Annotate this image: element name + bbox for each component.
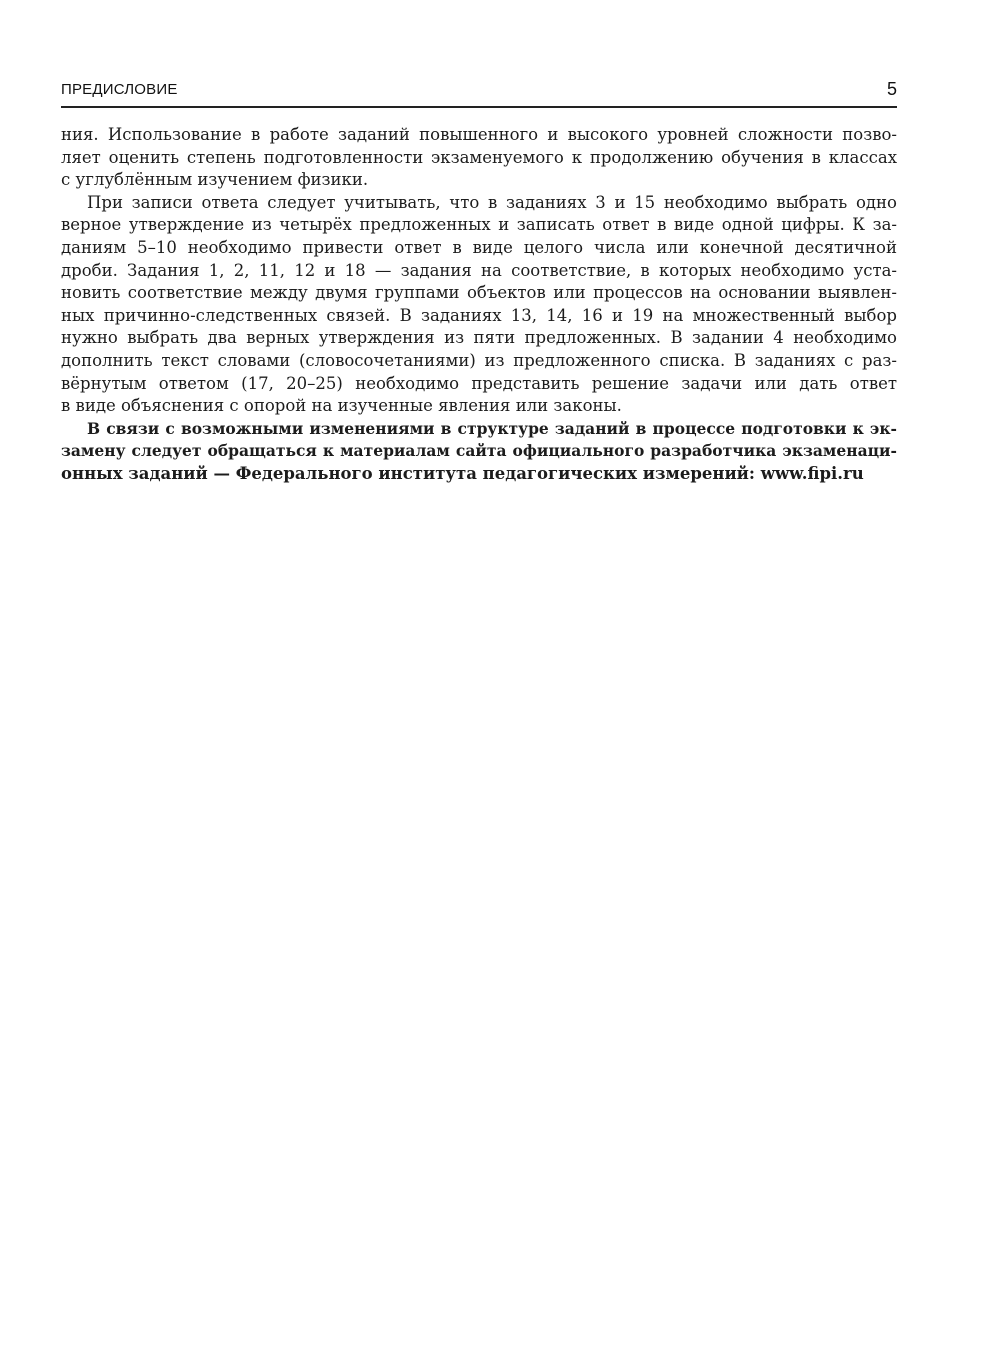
page-number: 5 bbox=[886, 79, 897, 99]
text-line: дополнить текст словами (словосочетаниями) из предложенного списка. В заданиях с раз- bbox=[61, 350, 897, 370]
text-line: вёрнутым ответом (17, 20–25) необходимо представить решение задачи или дать ответ bbox=[61, 373, 897, 393]
text-line: онных заданий — Федерального института педагогических измерений: www.fipi.ru bbox=[61, 463, 864, 483]
text-line: с углублённым изучением физики. bbox=[61, 170, 369, 190]
body-text bbox=[61, 124, 897, 486]
paragraph-fipi-notice bbox=[61, 418, 897, 486]
text-line: даниям 5–10 необходимо привести ответ в виде целого числа или конечной десятичной bbox=[61, 237, 897, 257]
text-line: нужно выбрать два верных утверждения из пяти предложенных. В задании 4 необходимо bbox=[61, 328, 897, 348]
page-header bbox=[61, 78, 897, 108]
text-line: При записи ответа следует учитывать, что в заданиях 3 и 15 необходимо выбрать одно bbox=[87, 192, 897, 212]
running-title: ПРЕДИСЛОВИЕ bbox=[61, 81, 178, 98]
text-line: в виде объяснения с опорой на изученные явления или законы. bbox=[61, 396, 622, 416]
text-line: верное утверждение из четырёх предложенных и записать ответ в виде одной цифры. К за- bbox=[61, 215, 897, 235]
paragraph-answer-rules bbox=[61, 192, 897, 418]
text-line: ния. Использование в работе заданий повышенного и высокого уровней сложности позво- bbox=[61, 125, 897, 144]
text-line: замену следует обращаться к материалам сайта официального разработчика экзаменаци- bbox=[61, 441, 897, 461]
text-line: дроби. Задания 1, 2, 11, 12 и 18 — задания на соответствие, в которых необходимо уста- bbox=[61, 260, 897, 280]
text-line: ных причинно-следственных связей. В заданиях 13, 14, 16 и 19 на множественный выбор bbox=[61, 305, 897, 325]
text-line: новить соответствие между двумя группами объектов или процессов на основании выявлен- bbox=[61, 283, 897, 303]
text-line: В связи с возможными изменениями в структуре заданий в процессе подготовки к эк- bbox=[87, 418, 897, 438]
text-line: ляет оценить степень подготовленности экзаменуемого к продолжению обучения в классах bbox=[61, 147, 897, 167]
paragraph-continuation bbox=[61, 124, 897, 192]
